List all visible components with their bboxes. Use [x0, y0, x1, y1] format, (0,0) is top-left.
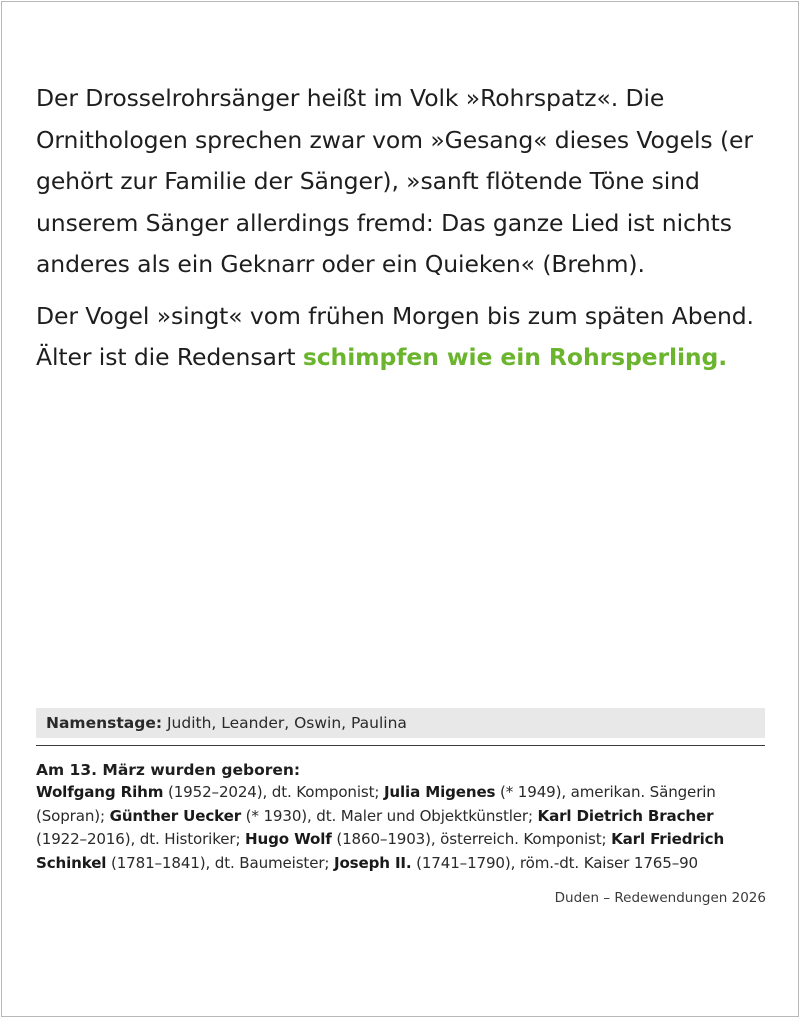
- footer-credit: Duden – Redewendungen 2026: [554, 890, 766, 906]
- paragraph-1: Der Drosselrohrsänger heißt im Volk »Rohrspatz«. Die Ornithologen sprechen zwar vom »Gesang« dieses Vogels (er gehört zur Familie der Sänger), »sanft flötende Töne sind unserem Sänger allerdings fremd: Das ganze Lied ist nichts anderes als ein Geknarr oder ein Quieken« (Brehm).: [36, 84, 753, 278]
- main-text: [36, 78, 766, 379]
- born-list: [36, 781, 765, 875]
- person-name: Günther Uecker: [109, 806, 242, 825]
- person-info: (1860–1903), österreich. Komponist;: [331, 830, 612, 849]
- person-info: (1781–1841), dt. Baumeister;: [106, 853, 334, 872]
- person-name: Hugo Wolf: [245, 830, 332, 849]
- person-info: (1952–2024), dt. Komponist;: [163, 783, 384, 801]
- born-heading: Am 13. März wurden geboren:: [36, 761, 301, 779]
- paragraph-2-text: Der Vogel »singt« vom frühen Morgen bis zum späten Abend. Älter ist die Redensart: [36, 301, 754, 371]
- name-days-box: [36, 708, 765, 738]
- name-days-label: Namenstage:: [46, 714, 163, 732]
- person-name: Karl Friedrich Schinkel: [36, 830, 725, 872]
- section-divider: [36, 745, 765, 746]
- person-info: (* 1949), amerikan. Sängerin (Sopran);: [36, 783, 716, 825]
- name-days-names: Judith, Leander, Oswin, Paulina: [162, 714, 407, 732]
- person-name: Wolfgang Rihm: [36, 783, 164, 801]
- person-info: (1922–2016), dt. Historiker;: [36, 830, 246, 849]
- person-info: (1741–1790), röm.-dt. Kaiser 1765–90: [411, 853, 699, 872]
- person-name: Julia Migenes: [383, 783, 496, 801]
- person-name: Karl Dietrich Bracher: [537, 806, 714, 825]
- person-info: (* 1930), dt. Maler und Objektkünstler;: [241, 806, 538, 825]
- idiom-highlight: schimpfen wie ein Rohrsperling.: [302, 343, 728, 371]
- person-name: Joseph II.: [333, 853, 412, 872]
- paragraph-2: [36, 296, 766, 379]
